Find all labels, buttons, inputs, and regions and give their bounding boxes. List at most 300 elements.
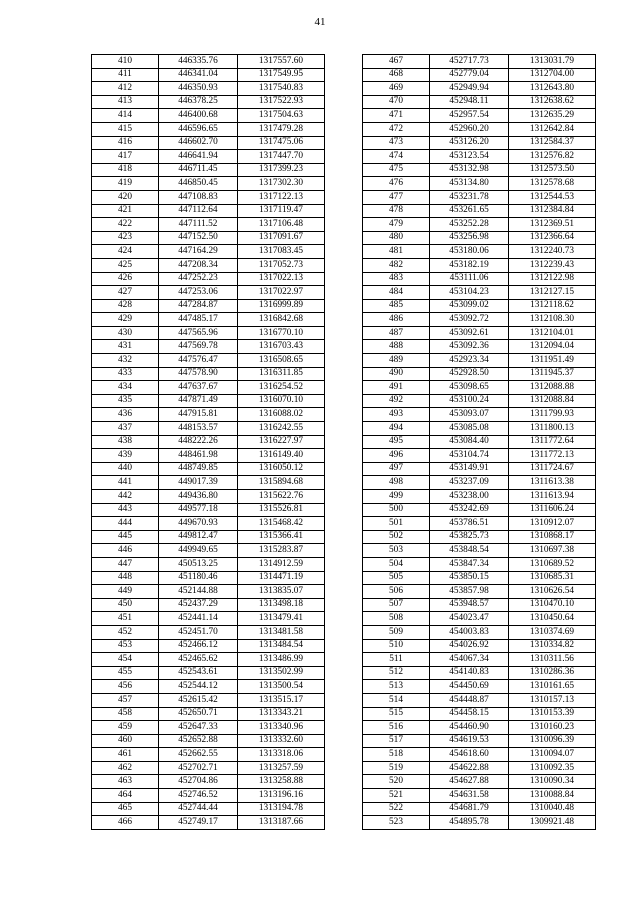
point-number-cell: 516 bbox=[363, 721, 430, 735]
table-row bbox=[363, 666, 596, 680]
x-coordinate-cell: 447108.83 bbox=[159, 190, 238, 204]
x-coordinate-cell: 448749.85 bbox=[159, 462, 238, 476]
y-coordinate-cell: 1313500.54 bbox=[238, 680, 325, 694]
table-row bbox=[92, 748, 325, 762]
y-coordinate-cell: 1312638.62 bbox=[509, 95, 596, 109]
table-row bbox=[363, 422, 596, 436]
point-number-cell: 451 bbox=[92, 612, 159, 626]
y-coordinate-cell: 1310088.84 bbox=[509, 789, 596, 803]
y-coordinate-cell: 1310374.69 bbox=[509, 625, 596, 639]
y-coordinate-cell: 1314471.19 bbox=[238, 571, 325, 585]
point-number-cell: 508 bbox=[363, 612, 430, 626]
point-number-cell: 457 bbox=[92, 693, 159, 707]
point-number-cell: 506 bbox=[363, 585, 430, 599]
point-number-cell: 500 bbox=[363, 503, 430, 517]
table-row bbox=[363, 517, 596, 531]
table-row bbox=[92, 55, 325, 69]
y-coordinate-cell: 1316508.65 bbox=[238, 354, 325, 368]
y-coordinate-cell: 1311606.24 bbox=[509, 503, 596, 517]
table-row bbox=[363, 272, 596, 286]
point-number-cell: 422 bbox=[92, 218, 159, 232]
y-coordinate-cell: 1312704.00 bbox=[509, 68, 596, 82]
point-number-cell: 450 bbox=[92, 598, 159, 612]
point-number-cell: 492 bbox=[363, 394, 430, 408]
y-coordinate-cell: 1317522.93 bbox=[238, 95, 325, 109]
y-coordinate-cell: 1317447.70 bbox=[238, 150, 325, 164]
x-coordinate-cell: 454003.83 bbox=[430, 625, 509, 639]
y-coordinate-cell: 1313498.18 bbox=[238, 598, 325, 612]
y-coordinate-cell: 1311951.49 bbox=[509, 354, 596, 368]
x-coordinate-cell: 453848.54 bbox=[430, 544, 509, 558]
y-coordinate-cell: 1313835.07 bbox=[238, 585, 325, 599]
x-coordinate-cell: 447112.64 bbox=[159, 204, 238, 218]
y-coordinate-cell: 1310153.39 bbox=[509, 707, 596, 721]
y-coordinate-cell: 1310868.17 bbox=[509, 530, 596, 544]
point-number-cell: 436 bbox=[92, 408, 159, 422]
x-coordinate-cell: 447253.06 bbox=[159, 286, 238, 300]
point-number-cell: 449 bbox=[92, 585, 159, 599]
y-coordinate-cell: 1312088.88 bbox=[509, 381, 596, 395]
table-row bbox=[363, 490, 596, 504]
x-coordinate-cell: 453093.07 bbox=[430, 408, 509, 422]
x-coordinate-cell: 446350.93 bbox=[159, 82, 238, 96]
x-coordinate-cell: 452957.54 bbox=[430, 109, 509, 123]
point-number-cell: 434 bbox=[92, 381, 159, 395]
coordinate-table-right bbox=[362, 54, 596, 830]
point-number-cell: 505 bbox=[363, 571, 430, 585]
y-coordinate-cell: 1317122.13 bbox=[238, 190, 325, 204]
table-row bbox=[363, 68, 596, 82]
x-coordinate-cell: 454619.53 bbox=[430, 734, 509, 748]
y-coordinate-cell: 1316254.52 bbox=[238, 381, 325, 395]
point-number-cell: 440 bbox=[92, 462, 159, 476]
y-coordinate-cell: 1312088.84 bbox=[509, 394, 596, 408]
table-row bbox=[92, 299, 325, 313]
coordinate-table-left bbox=[91, 54, 325, 830]
y-coordinate-cell: 1313187.66 bbox=[238, 816, 325, 830]
x-coordinate-cell: 453261.65 bbox=[430, 204, 509, 218]
x-coordinate-cell: 453857.98 bbox=[430, 585, 509, 599]
table-row bbox=[92, 122, 325, 136]
table-row bbox=[92, 163, 325, 177]
y-coordinate-cell: 1312384.84 bbox=[509, 204, 596, 218]
table-row bbox=[92, 449, 325, 463]
y-coordinate-cell: 1310334.82 bbox=[509, 639, 596, 653]
x-coordinate-cell: 454450.69 bbox=[430, 680, 509, 694]
table-row bbox=[92, 789, 325, 803]
point-number-cell: 438 bbox=[92, 435, 159, 449]
y-coordinate-cell: 1313031.79 bbox=[509, 55, 596, 69]
point-number-cell: 453 bbox=[92, 639, 159, 653]
x-coordinate-cell: 453256.98 bbox=[430, 231, 509, 245]
table-row bbox=[363, 313, 596, 327]
x-coordinate-cell: 446602.70 bbox=[159, 136, 238, 150]
x-coordinate-cell: 453238.00 bbox=[430, 490, 509, 504]
x-coordinate-cell: 453237.09 bbox=[430, 476, 509, 490]
point-number-cell: 420 bbox=[92, 190, 159, 204]
point-number-cell: 417 bbox=[92, 150, 159, 164]
table-row bbox=[92, 721, 325, 735]
x-coordinate-cell: 454895.78 bbox=[430, 816, 509, 830]
point-number-cell: 471 bbox=[363, 109, 430, 123]
y-coordinate-cell: 1310161.65 bbox=[509, 680, 596, 694]
y-coordinate-cell: 1314912.59 bbox=[238, 557, 325, 571]
y-coordinate-cell: 1312366.64 bbox=[509, 231, 596, 245]
y-coordinate-cell: 1317540.83 bbox=[238, 82, 325, 96]
x-coordinate-cell: 454448.87 bbox=[430, 693, 509, 707]
table-row bbox=[363, 571, 596, 585]
point-number-cell: 511 bbox=[363, 653, 430, 667]
table-row bbox=[92, 435, 325, 449]
y-coordinate-cell: 1312369.51 bbox=[509, 218, 596, 232]
x-coordinate-cell: 453149.91 bbox=[430, 462, 509, 476]
y-coordinate-cell: 1317504.63 bbox=[238, 109, 325, 123]
table-row bbox=[92, 557, 325, 571]
x-coordinate-cell: 447569.78 bbox=[159, 340, 238, 354]
x-coordinate-cell: 447164.29 bbox=[159, 245, 238, 259]
table-row bbox=[92, 625, 325, 639]
x-coordinate-cell: 449670.93 bbox=[159, 517, 238, 531]
point-number-cell: 496 bbox=[363, 449, 430, 463]
x-coordinate-cell: 446335.76 bbox=[159, 55, 238, 69]
y-coordinate-cell: 1316311.85 bbox=[238, 367, 325, 381]
x-coordinate-cell: 447284.87 bbox=[159, 299, 238, 313]
point-number-cell: 493 bbox=[363, 408, 430, 422]
point-number-cell: 490 bbox=[363, 367, 430, 381]
table-row bbox=[92, 503, 325, 517]
x-coordinate-cell: 452749.17 bbox=[159, 816, 238, 830]
point-number-cell: 419 bbox=[92, 177, 159, 191]
table-row bbox=[363, 503, 596, 517]
point-number-cell: 512 bbox=[363, 666, 430, 680]
y-coordinate-cell: 1310286.36 bbox=[509, 666, 596, 680]
point-number-cell: 463 bbox=[92, 775, 159, 789]
y-coordinate-cell: 1311772.13 bbox=[509, 449, 596, 463]
point-number-cell: 478 bbox=[363, 204, 430, 218]
x-coordinate-cell: 452702.71 bbox=[159, 761, 238, 775]
x-coordinate-cell: 453825.73 bbox=[430, 530, 509, 544]
point-number-cell: 473 bbox=[363, 136, 430, 150]
x-coordinate-cell: 453242.69 bbox=[430, 503, 509, 517]
table-row bbox=[92, 598, 325, 612]
table-row bbox=[363, 680, 596, 694]
table-row bbox=[92, 517, 325, 531]
point-number-cell: 442 bbox=[92, 490, 159, 504]
y-coordinate-cell: 1313502.99 bbox=[238, 666, 325, 680]
point-number-cell: 499 bbox=[363, 490, 430, 504]
point-number-cell: 470 bbox=[363, 95, 430, 109]
table-row bbox=[363, 204, 596, 218]
y-coordinate-cell: 1312573.50 bbox=[509, 163, 596, 177]
y-coordinate-cell: 1312118.62 bbox=[509, 299, 596, 313]
point-number-cell: 412 bbox=[92, 82, 159, 96]
y-coordinate-cell: 1317022.97 bbox=[238, 286, 325, 300]
x-coordinate-cell: 453132.98 bbox=[430, 163, 509, 177]
x-coordinate-cell: 452650.71 bbox=[159, 707, 238, 721]
y-coordinate-cell: 1315283.87 bbox=[238, 544, 325, 558]
table-row bbox=[92, 326, 325, 340]
x-coordinate-cell: 452948.11 bbox=[430, 95, 509, 109]
point-number-cell: 483 bbox=[363, 272, 430, 286]
x-coordinate-cell: 453098.65 bbox=[430, 381, 509, 395]
y-coordinate-cell: 1313318.06 bbox=[238, 748, 325, 762]
table-row bbox=[363, 367, 596, 381]
x-coordinate-cell: 452746.52 bbox=[159, 789, 238, 803]
x-coordinate-cell: 453180.06 bbox=[430, 245, 509, 259]
table-row bbox=[92, 95, 325, 109]
point-number-cell: 413 bbox=[92, 95, 159, 109]
point-number-cell: 414 bbox=[92, 109, 159, 123]
point-number-cell: 498 bbox=[363, 476, 430, 490]
x-coordinate-cell: 452960.20 bbox=[430, 122, 509, 136]
point-number-cell: 447 bbox=[92, 557, 159, 571]
y-coordinate-cell: 1310094.07 bbox=[509, 748, 596, 762]
table-row bbox=[92, 177, 325, 191]
point-number-cell: 416 bbox=[92, 136, 159, 150]
coordinate-table-right-body bbox=[363, 55, 596, 830]
table-row bbox=[363, 109, 596, 123]
y-coordinate-cell: 1317557.60 bbox=[238, 55, 325, 69]
table-row bbox=[363, 734, 596, 748]
table-row bbox=[92, 204, 325, 218]
table-row bbox=[92, 394, 325, 408]
table-row bbox=[363, 802, 596, 816]
y-coordinate-cell: 1316227.97 bbox=[238, 435, 325, 449]
x-coordinate-cell: 453092.61 bbox=[430, 326, 509, 340]
y-coordinate-cell: 1311772.64 bbox=[509, 435, 596, 449]
point-number-cell: 517 bbox=[363, 734, 430, 748]
table-row bbox=[363, 82, 596, 96]
point-number-cell: 410 bbox=[92, 55, 159, 69]
y-coordinate-cell: 1317302.30 bbox=[238, 177, 325, 191]
x-coordinate-cell: 447111.52 bbox=[159, 218, 238, 232]
point-number-cell: 519 bbox=[363, 761, 430, 775]
point-number-cell: 472 bbox=[363, 122, 430, 136]
table-row bbox=[363, 340, 596, 354]
y-coordinate-cell: 1312104.01 bbox=[509, 326, 596, 340]
table-row bbox=[363, 354, 596, 368]
point-number-cell: 445 bbox=[92, 530, 159, 544]
y-coordinate-cell: 1317022.13 bbox=[238, 272, 325, 286]
point-number-cell: 465 bbox=[92, 802, 159, 816]
table-row bbox=[92, 367, 325, 381]
point-number-cell: 521 bbox=[363, 789, 430, 803]
y-coordinate-cell: 1312635.29 bbox=[509, 109, 596, 123]
y-coordinate-cell: 1310450.64 bbox=[509, 612, 596, 626]
table-row bbox=[92, 802, 325, 816]
x-coordinate-cell: 453252.28 bbox=[430, 218, 509, 232]
y-coordinate-cell: 1316842.68 bbox=[238, 313, 325, 327]
point-number-cell: 477 bbox=[363, 190, 430, 204]
table-row bbox=[363, 177, 596, 191]
x-coordinate-cell: 452465.62 bbox=[159, 653, 238, 667]
x-coordinate-cell: 452441.14 bbox=[159, 612, 238, 626]
x-coordinate-cell: 452923.34 bbox=[430, 354, 509, 368]
table-row bbox=[92, 381, 325, 395]
point-number-cell: 480 bbox=[363, 231, 430, 245]
y-coordinate-cell: 1310311.56 bbox=[509, 653, 596, 667]
table-row bbox=[363, 122, 596, 136]
page-number: 41 bbox=[314, 16, 326, 28]
table-row bbox=[363, 721, 596, 735]
table-row bbox=[363, 435, 596, 449]
x-coordinate-cell: 448222.26 bbox=[159, 435, 238, 449]
y-coordinate-cell: 1313196.16 bbox=[238, 789, 325, 803]
point-number-cell: 467 bbox=[363, 55, 430, 69]
point-number-cell: 433 bbox=[92, 367, 159, 381]
table-row bbox=[363, 639, 596, 653]
x-coordinate-cell: 452662.55 bbox=[159, 748, 238, 762]
x-coordinate-cell: 453092.36 bbox=[430, 340, 509, 354]
x-coordinate-cell: 446641.94 bbox=[159, 150, 238, 164]
point-number-cell: 494 bbox=[363, 422, 430, 436]
y-coordinate-cell: 1316088.02 bbox=[238, 408, 325, 422]
table-row bbox=[92, 354, 325, 368]
y-coordinate-cell: 1315894.68 bbox=[238, 476, 325, 490]
x-coordinate-cell: 453084.40 bbox=[430, 435, 509, 449]
point-number-cell: 423 bbox=[92, 231, 159, 245]
y-coordinate-cell: 1317475.06 bbox=[238, 136, 325, 150]
table-row bbox=[363, 394, 596, 408]
y-coordinate-cell: 1310160.23 bbox=[509, 721, 596, 735]
y-coordinate-cell: 1312122.98 bbox=[509, 272, 596, 286]
table-row bbox=[363, 653, 596, 667]
y-coordinate-cell: 1317479.28 bbox=[238, 122, 325, 136]
x-coordinate-cell: 452928.50 bbox=[430, 367, 509, 381]
table-row bbox=[363, 625, 596, 639]
y-coordinate-cell: 1312544.53 bbox=[509, 190, 596, 204]
point-number-cell: 507 bbox=[363, 598, 430, 612]
point-number-cell: 486 bbox=[363, 313, 430, 327]
x-coordinate-cell: 453085.08 bbox=[430, 422, 509, 436]
x-coordinate-cell: 454458.15 bbox=[430, 707, 509, 721]
point-number-cell: 497 bbox=[363, 462, 430, 476]
y-coordinate-cell: 1315366.41 bbox=[238, 530, 325, 544]
point-number-cell: 443 bbox=[92, 503, 159, 517]
y-coordinate-cell: 1313486.99 bbox=[238, 653, 325, 667]
x-coordinate-cell: 454631.58 bbox=[430, 789, 509, 803]
x-coordinate-cell: 454618.60 bbox=[430, 748, 509, 762]
point-number-cell: 444 bbox=[92, 517, 159, 531]
y-coordinate-cell: 1309921.48 bbox=[509, 816, 596, 830]
y-coordinate-cell: 1317083.45 bbox=[238, 245, 325, 259]
point-number-cell: 459 bbox=[92, 721, 159, 735]
point-number-cell: 502 bbox=[363, 530, 430, 544]
table-row bbox=[363, 748, 596, 762]
y-coordinate-cell: 1316999.89 bbox=[238, 299, 325, 313]
point-number-cell: 476 bbox=[363, 177, 430, 191]
table-row bbox=[92, 639, 325, 653]
point-number-cell: 425 bbox=[92, 258, 159, 272]
table-row bbox=[92, 585, 325, 599]
point-number-cell: 439 bbox=[92, 449, 159, 463]
y-coordinate-cell: 1310689.52 bbox=[509, 557, 596, 571]
y-coordinate-cell: 1315526.81 bbox=[238, 503, 325, 517]
x-coordinate-cell: 454460.90 bbox=[430, 721, 509, 735]
x-coordinate-cell: 449949.65 bbox=[159, 544, 238, 558]
y-coordinate-cell: 1312643.80 bbox=[509, 82, 596, 96]
point-number-cell: 503 bbox=[363, 544, 430, 558]
y-coordinate-cell: 1313332.60 bbox=[238, 734, 325, 748]
point-number-cell: 427 bbox=[92, 286, 159, 300]
x-coordinate-cell: 452451.70 bbox=[159, 625, 238, 639]
y-coordinate-cell: 1316770.10 bbox=[238, 326, 325, 340]
x-coordinate-cell: 453850.15 bbox=[430, 571, 509, 585]
x-coordinate-cell: 452144.88 bbox=[159, 585, 238, 599]
table-row bbox=[363, 544, 596, 558]
table-row bbox=[363, 286, 596, 300]
point-number-cell: 441 bbox=[92, 476, 159, 490]
point-number-cell: 513 bbox=[363, 680, 430, 694]
y-coordinate-cell: 1316703.43 bbox=[238, 340, 325, 354]
x-coordinate-cell: 454023.47 bbox=[430, 612, 509, 626]
y-coordinate-cell: 1312127.15 bbox=[509, 286, 596, 300]
y-coordinate-cell: 1311613.94 bbox=[509, 490, 596, 504]
x-coordinate-cell: 452744.44 bbox=[159, 802, 238, 816]
y-coordinate-cell: 1313194.78 bbox=[238, 802, 325, 816]
x-coordinate-cell: 452544.12 bbox=[159, 680, 238, 694]
y-coordinate-cell: 1316050.12 bbox=[238, 462, 325, 476]
x-coordinate-cell: 447915.81 bbox=[159, 408, 238, 422]
point-number-cell: 455 bbox=[92, 666, 159, 680]
x-coordinate-cell: 449436.80 bbox=[159, 490, 238, 504]
coordinate-table-left-body bbox=[92, 55, 325, 830]
x-coordinate-cell: 454681.79 bbox=[430, 802, 509, 816]
y-coordinate-cell: 1310912.07 bbox=[509, 517, 596, 531]
x-coordinate-cell: 453111.06 bbox=[430, 272, 509, 286]
x-coordinate-cell: 454140.83 bbox=[430, 666, 509, 680]
point-number-cell: 481 bbox=[363, 245, 430, 259]
table-row bbox=[363, 476, 596, 490]
x-coordinate-cell: 453100.24 bbox=[430, 394, 509, 408]
table-row bbox=[92, 82, 325, 96]
x-coordinate-cell: 448461.98 bbox=[159, 449, 238, 463]
y-coordinate-cell: 1315468.42 bbox=[238, 517, 325, 531]
point-number-cell: 474 bbox=[363, 150, 430, 164]
x-coordinate-cell: 447871.49 bbox=[159, 394, 238, 408]
x-coordinate-cell: 448153.57 bbox=[159, 422, 238, 436]
y-coordinate-cell: 1311800.13 bbox=[509, 422, 596, 436]
table-row bbox=[363, 190, 596, 204]
table-row bbox=[363, 598, 596, 612]
table-row bbox=[363, 381, 596, 395]
point-number-cell: 522 bbox=[363, 802, 430, 816]
point-number-cell: 484 bbox=[363, 286, 430, 300]
table-row bbox=[92, 231, 325, 245]
table-row bbox=[363, 136, 596, 150]
y-coordinate-cell: 1313258.88 bbox=[238, 775, 325, 789]
point-number-cell: 421 bbox=[92, 204, 159, 218]
x-coordinate-cell: 447152.50 bbox=[159, 231, 238, 245]
x-coordinate-cell: 452779.04 bbox=[430, 68, 509, 82]
point-number-cell: 424 bbox=[92, 245, 159, 259]
point-number-cell: 431 bbox=[92, 340, 159, 354]
table-row bbox=[363, 693, 596, 707]
y-coordinate-cell: 1317091.67 bbox=[238, 231, 325, 245]
table-row bbox=[92, 816, 325, 830]
table-row bbox=[92, 218, 325, 232]
x-coordinate-cell: 453231.78 bbox=[430, 190, 509, 204]
table-row bbox=[92, 680, 325, 694]
x-coordinate-cell: 454622.88 bbox=[430, 761, 509, 775]
x-coordinate-cell: 446378.25 bbox=[159, 95, 238, 109]
x-coordinate-cell: 449577.18 bbox=[159, 503, 238, 517]
table-row bbox=[92, 136, 325, 150]
table-row bbox=[92, 150, 325, 164]
y-coordinate-cell: 1312584.37 bbox=[509, 136, 596, 150]
x-coordinate-cell: 454067.34 bbox=[430, 653, 509, 667]
y-coordinate-cell: 1312108.30 bbox=[509, 313, 596, 327]
